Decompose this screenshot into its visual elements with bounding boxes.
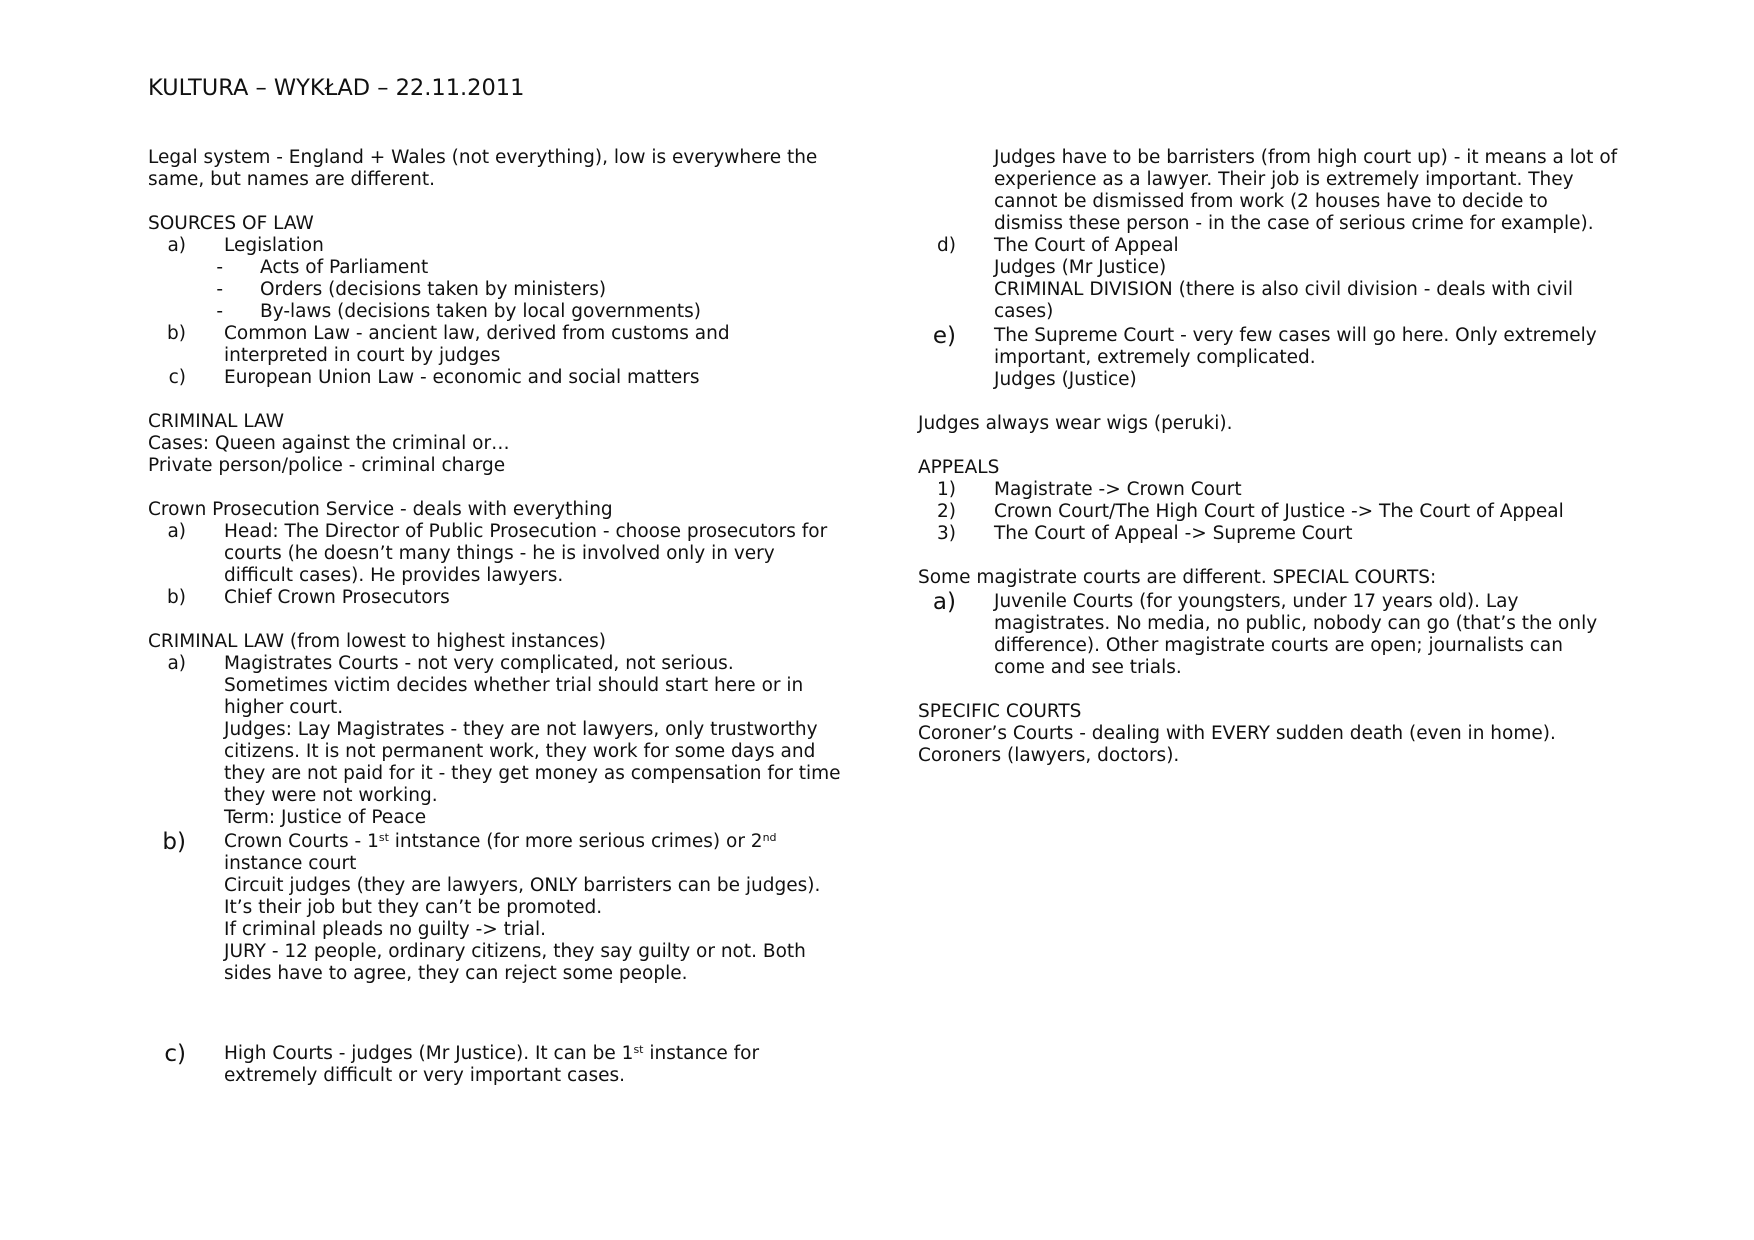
text-fragment: instance court [224,853,357,874]
list-item [918,501,1618,523]
continued-text [994,147,1618,235]
list-marker: e) [932,323,956,349]
list-marker: b) [167,587,186,608]
superscript: st [633,1043,644,1056]
list-text: The Supreme Court - very few cases will go here. Only extremely important, extremely complicated. [994,325,1597,368]
list-marker: a) [167,235,186,256]
list-item [148,831,848,985]
specific-courts-line: Coroners (lawyers, doctors). [918,745,1180,766]
list-item [918,325,1618,391]
sub-list-item [148,257,848,279]
list-text-block [224,1043,848,1087]
criminal-law-heading: CRIMINAL LAW [148,411,284,432]
superscript: nd [762,831,777,844]
list-text: The Court of Appeal [994,235,1179,256]
list-marker: a) [167,653,186,674]
list-item [148,521,848,587]
list-text: Common Law - ancient law, derived from customs and interpreted in court by judges [224,323,730,366]
dash-marker: - [216,257,223,278]
appeals-heading: APPEALS [918,457,1000,478]
text-fragment: instance for extremely difficult or very important cases. [224,1043,760,1086]
list-item [148,235,848,257]
list-marker: c) [164,1041,186,1067]
list-marker: 1) [937,479,956,500]
list-text: Circuit judges (they are lawyers, ONLY barristers can be judges). [224,875,821,896]
list-marker: b) [167,323,186,344]
list-text: Judges (Mr Justice) [994,257,1167,278]
list-text-block [224,653,848,829]
list-text: Sometimes victim decides whether trial should start here or in higher court. [224,675,804,718]
text-fragment: intstance (for more serious crimes) or 2 [388,831,763,852]
list-item [148,587,848,609]
list-marker: a) [932,589,956,615]
list-item [148,653,848,829]
criminal-law-line: Private person/police - criminal charge [148,455,506,476]
list-marker: c) [168,367,186,388]
list-text: Juvenile Courts (for youngsters, under 17 years old). Lay magistrates. No media, no public, nobody can go (that’s the only difference). Other magistrate courts are open; journalists can come and see trials. [994,591,1598,678]
cps-heading: Crown Prosecution Service - deals with everything [148,499,613,520]
list-text: JURY - 12 people, ordinary citizens, they say guilty or not. Both sides have to agree, they can reject some people. [224,941,806,984]
sub-list-text: Orders (decisions taken by ministers) [260,279,607,300]
special-courts-heading: Some magistrate courts are different. SPECIAL COURTS: [918,567,1437,588]
intro-paragraph: Legal system - England + Wales (not everything), low is everywhere the same, but names are different. [148,147,818,190]
list-text: Head: The Director of Public Prosecution - choose prosecutors for courts (he doesn’t many things - he is involved only in very difficult cases). He provides lawyers. [224,521,828,586]
superscript: st [378,831,389,844]
list-marker: 3) [937,523,956,544]
list-text: The Court of Appeal -> Supreme Court [994,523,1353,544]
sub-list-text: Acts of Parliament [260,257,429,278]
list-item [918,235,1618,323]
right-column [918,147,1618,767]
list-marker: 2) [937,501,956,522]
page-title: KULTURA – WYKŁAD – 22.11.2011 [148,75,525,101]
list-text: Chief Crown Prosecutors [224,587,450,608]
dash-marker: - [216,301,223,322]
sub-list-item [148,279,848,301]
list-text-block [224,831,848,985]
list-item [918,479,1618,501]
list-marker: b) [162,829,186,855]
list-text: Judges (Justice) [994,369,1137,390]
list-text [224,1043,848,1087]
list-item [148,367,848,389]
list-text: European Union Law - economic and social matters [224,367,700,388]
list-text: It’s their job but they can’t be promoted. [224,897,603,918]
list-item [148,323,848,367]
specific-courts-heading: SPECIFIC COURTS [918,701,1082,722]
list-text: Judges have to be barristers (from high court up) - it means a lot of experience as a lawyer. Their job is extremely important. They cannot be dismissed from work (2 houses have to decide to dismiss these person - in the case of serious crime for example). [994,147,1618,234]
criminal-law-line: Cases: Queen against the criminal or… [148,433,510,454]
text-fragment: High Courts - judges (Mr Justice). It can be 1 [224,1043,634,1064]
list-text-block [994,325,1618,391]
list-text: Judges: Lay Magistrates - they are not lawyers, only trustworthy citizens. It is not permanent work, they work for some days and they are not paid for it - they get money as compensation for time they were not working. [224,719,841,806]
instances-heading: CRIMINAL LAW (from lowest to highest instances) [148,631,606,652]
list-text: Magistrates Courts - not very complicated, not serious. [224,653,734,674]
sub-list-text: By-laws (decisions taken by local governments) [260,301,701,322]
list-marker: a) [167,521,186,542]
text-fragment: Crown Courts - 1 [224,831,379,852]
specific-courts-line: Coroner’s Courts - dealing with EVERY sudden death (even in home). [918,723,1556,744]
list-text: CRIMINAL DIVISION (there is also civil division - deals with civil cases) [994,279,1574,322]
list-item [918,591,1618,679]
sources-heading: SOURCES OF LAW [148,213,314,234]
list-text: Term: Justice of Peace [224,807,427,828]
list-item [148,1043,848,1087]
list-text-block [994,235,1618,323]
sub-list-item [148,301,848,323]
list-text [224,831,848,875]
list-text: Crown Court/The High Court of Justice -> The Court of Appeal [994,501,1564,522]
list-marker: d) [937,235,956,256]
left-column [148,147,848,1087]
list-text: Magistrate -> Crown Court [994,479,1242,500]
list-item [918,523,1618,545]
list-text: If criminal pleads no guilty -> trial. [224,919,547,940]
dash-marker: - [216,279,223,300]
wigs-note: Judges always wear wigs (peruki). [918,413,1233,434]
list-text: Legislation [224,235,324,256]
